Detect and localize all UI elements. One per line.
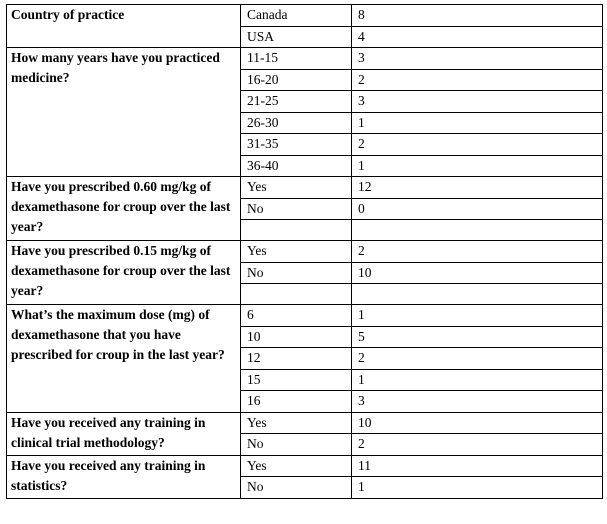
question-cell: Have you received any training in clinical trial methodology? [7,412,241,455]
count-cell: 10 [352,412,603,434]
answer-cell: 36-40 [241,155,352,177]
survey-results-table [6,4,603,499]
count-cell: 2 [352,134,603,156]
table-row [7,455,603,477]
count-cell: 10 [352,262,603,284]
count-cell: 1 [352,369,603,391]
answer-cell: 12 [241,348,352,370]
answer-cell: 31-35 [241,134,352,156]
question-cell: What’s the maximum dose (mg) of dexamethasone that you have prescribed for croup in the last year? [7,305,241,413]
answer-cell: No [241,434,352,456]
count-cell: 12 [352,177,603,199]
survey-table-body [7,5,603,499]
count-cell: 3 [352,391,603,413]
count-cell: 3 [352,48,603,70]
question-cell: Have you prescribed 0.60 mg/kg of dexamethasone for croup over the last year? [7,177,241,241]
table-row [7,5,603,27]
answer-spacer-cell [241,284,352,305]
question-cell: Have you received any training in statistics? [7,455,241,498]
count-cell: 5 [352,326,603,348]
question-cell: Have you prescribed 0.15 mg/kg of dexamethasone for croup over the last year? [7,241,241,305]
count-cell: 2 [352,348,603,370]
count-cell: 1 [352,155,603,177]
answer-cell: 21-25 [241,91,352,113]
count-cell: 1 [352,305,603,327]
answer-cell: 26-30 [241,112,352,134]
count-cell: 2 [352,241,603,263]
table-row [7,177,603,199]
answer-cell: 6 [241,305,352,327]
answer-cell: 10 [241,326,352,348]
count-spacer-cell [352,220,603,241]
count-cell: 2 [352,69,603,91]
question-cell: How many years have you practiced medicine? [7,48,241,177]
count-cell: 1 [352,477,603,499]
answer-spacer-cell [241,220,352,241]
answer-cell: No [241,262,352,284]
table-row [7,48,603,70]
table-row [7,305,603,327]
count-cell: 2 [352,434,603,456]
table-row [7,241,603,263]
answer-cell: 11-15 [241,48,352,70]
answer-cell: 16 [241,391,352,413]
answer-cell: 15 [241,369,352,391]
answer-cell: Yes [241,455,352,477]
answer-cell: Yes [241,412,352,434]
question-cell: Country of practice [7,5,241,48]
count-cell: 0 [352,198,603,220]
answer-cell: No [241,477,352,499]
count-cell: 11 [352,455,603,477]
answer-cell: USA [241,26,352,48]
count-cell: 4 [352,26,603,48]
count-cell: 1 [352,112,603,134]
count-cell: 8 [352,5,603,27]
answer-cell: Yes [241,177,352,199]
answer-cell: Yes [241,241,352,263]
count-spacer-cell [352,284,603,305]
table-row [7,412,603,434]
answer-cell: 16-20 [241,69,352,91]
answer-cell: No [241,198,352,220]
answer-cell: Canada [241,5,352,27]
count-cell: 3 [352,91,603,113]
